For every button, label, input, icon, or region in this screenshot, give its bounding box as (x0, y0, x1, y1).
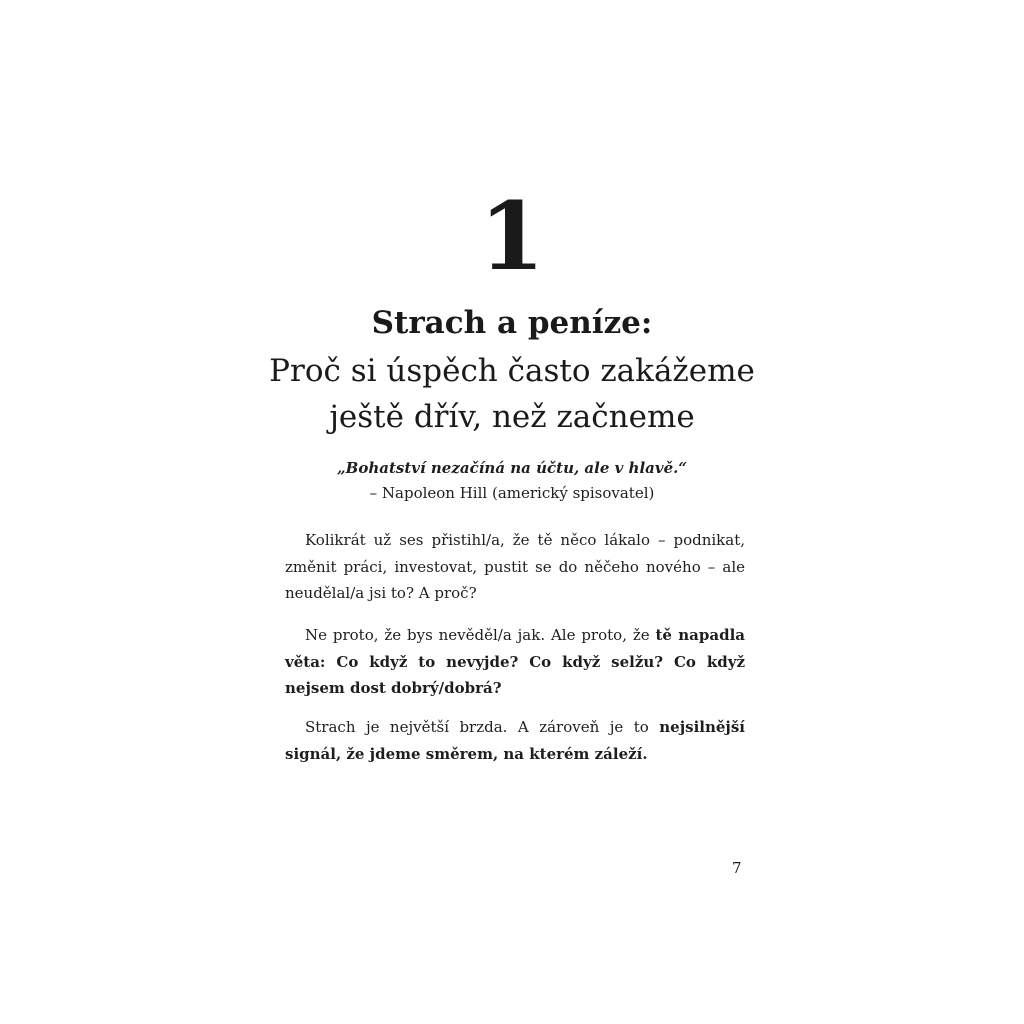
chapter-subtitle (0, 348, 1024, 440)
paragraph-2 (285, 622, 745, 702)
paragraph-3-bold: nejsilnější signál, že jdeme směrem, na kterém záleží. (285, 718, 745, 763)
chapter-subtitle-line-1: Proč si úspěch často zakážeme (269, 353, 755, 389)
chapter-title: Strach a peníze: (371, 305, 653, 341)
epigraph (0, 456, 1024, 506)
paragraph-2-text: Ne proto, že bys nevěděl/a jak. Ale proto, že (305, 626, 656, 644)
paragraph-1: Kolikrát už ses přistihl/a, že tě něco lákalo – podnikat, změnit práci, investovat, pustit se do něčeho nového – ale neudělal/a jsi to? A proč? (285, 531, 745, 602)
epigraph-quote: „Bohatství nezačíná na účtu, ale v hlavě.“ (337, 459, 687, 477)
paragraph-2-bold: tě napadla věta: Co když to nevyjde? Co když selžu? Co když nejsem dost dobrý/dobrá? (285, 626, 745, 697)
chapter-subtitle-line-2: ještě dřív, než začneme (329, 399, 695, 435)
page-number: 7 (732, 859, 742, 877)
paragraph-3-text: Strach je největší brzda. A zároveň je to (305, 718, 660, 736)
epigraph-attribution: – Napoleon Hill (americký spisovatel) (369, 484, 655, 502)
chapter-number: 1 (479, 182, 545, 292)
paragraph-3 (285, 714, 745, 767)
